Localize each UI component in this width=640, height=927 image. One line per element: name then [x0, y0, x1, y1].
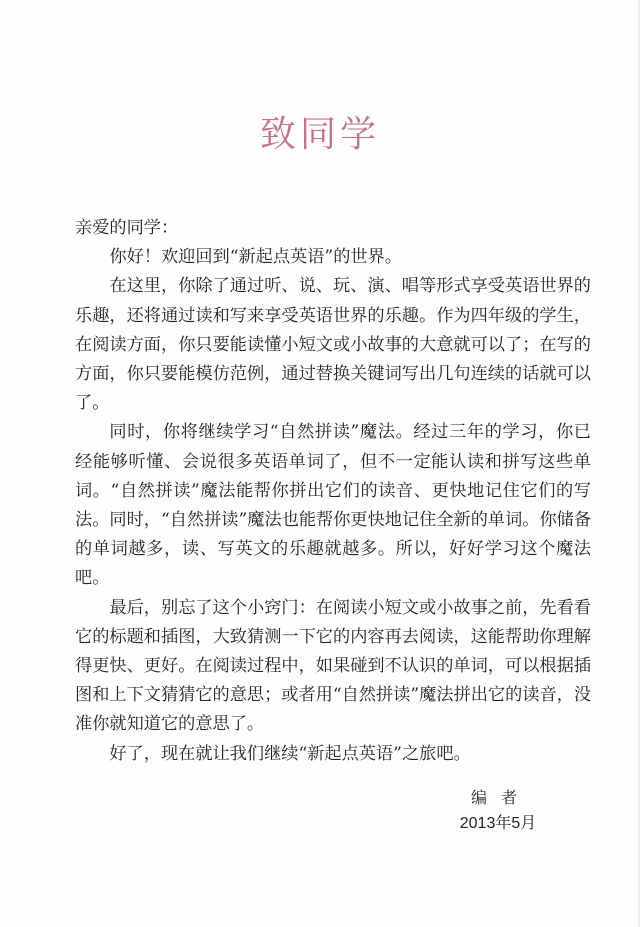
- paragraph-phonics: 同时，你将继续学习“自然拼读”魔法。经过三年的学习，你已经能够听懂、会说很多英语单词了，但不一定能认读和拼写这些单词。“自然拼读”魔法能帮你拼出它们的读音、更快地记住它们的写法。同时，“自然拼读”魔法也能帮你更快地记住全新的单词。你储备的单词越多，读、写英文的乐趣就越多。所以，好好学习这个魔法吧。: [75, 422, 592, 589]
- letter-greeting: 亲爱的同学：: [75, 218, 179, 238]
- paragraph-reading-tip: 最后，别忘了这个小窍门：在阅读小短文或小故事之前，先看看它的标题和插图，大致猜测一下它的内容再去阅读，这能帮助你理解得更快、更好。在阅读过程中，如果碰到不认识的单词，可以根据插图和上下文猜猜它的意思；或者用“自然拼读”魔法拼出它的读音，没准你就知道它的意思了。: [75, 597, 592, 735]
- signature-date: 2013年5月: [459, 815, 537, 832]
- paragraph-closing: 好了，现在就让我们继续“新起点英语”之旅吧。: [109, 743, 471, 764]
- paragraph-reading-writing: 在这里，你除了通过听、说、玩、演、唱等形式享受英语世界的乐趣，还将通过读和写来享受英语世界的乐趣。作为四年级的学生，在阅读方面，你只要能读懂小短文或小故事的大意就可以了；在写的方面，你只要能模仿范例，通过替换关键词写出几句连续的话就可以了。: [75, 276, 591, 414]
- page-title: 致同学: [259, 114, 380, 156]
- letter-body: [75, 214, 591, 769]
- paragraph-welcome: 你好！欢迎回到“新起点英语”的世界。: [109, 247, 402, 268]
- signature-author: 编者: [470, 788, 531, 807]
- letter-signature: [448, 785, 548, 837]
